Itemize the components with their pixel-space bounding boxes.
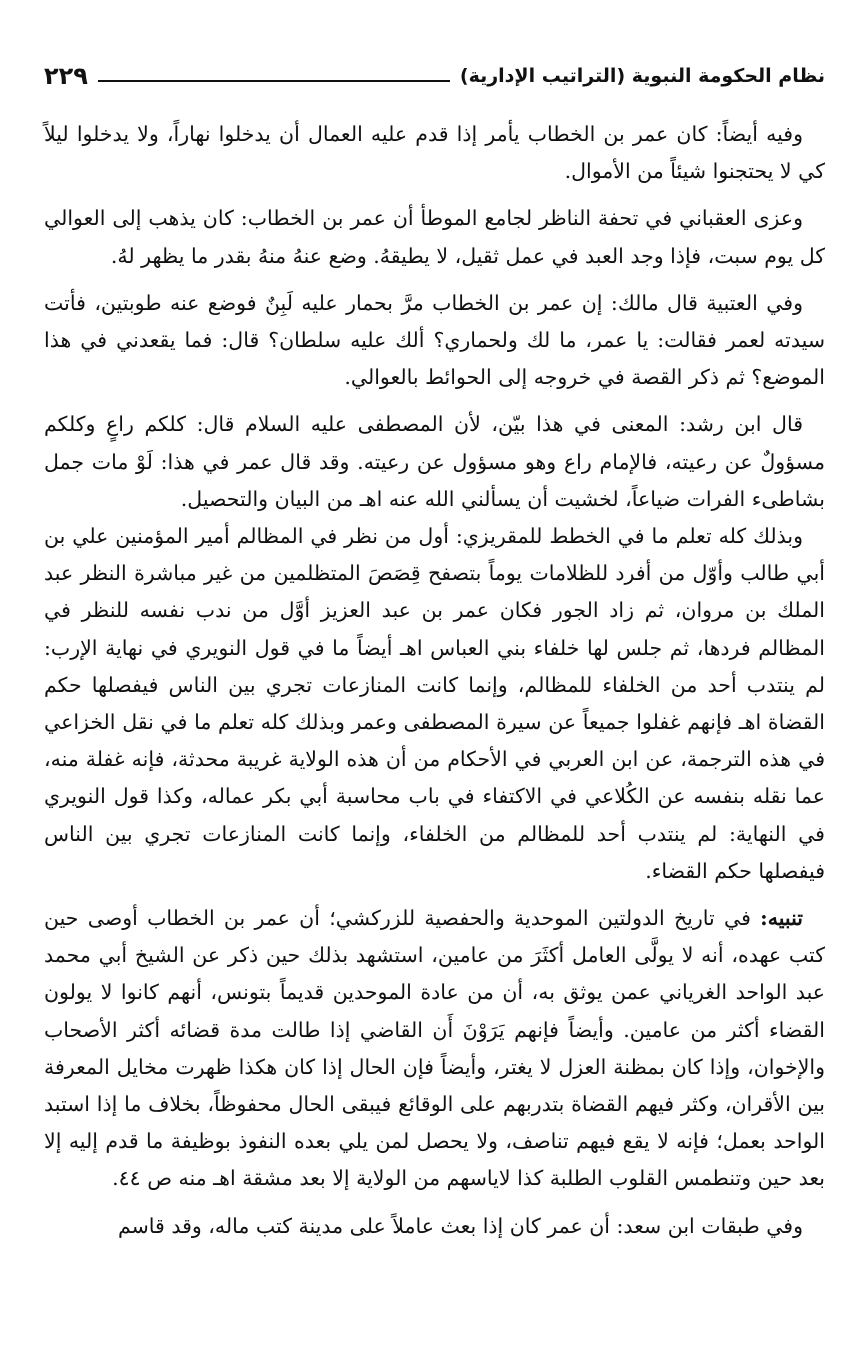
body-text bbox=[44, 116, 825, 1255]
paragraph-text: في تاريخ الدولتين الموحدية والحفصية للزركشي؛ أن عمر بن الخطاب أوصى حين كتب عهده، أنه لا يولَّى العامل أكثَرَ من عامين، استشهد بذلك حين ذكر عن الشيخ أبي محمد عبد الواحد الغرياني عمن يوثق به، أن من عادة الموحدين قديماً بتونس، أنهم كانوا لا يولون القضاء أكثر من عامين. وأيضاً فإنهم يَرَوْنَ أَن القاضي إذا طالت مدة قضائه أكثر الأصحاب والإخوان، وإذا كان بمظنة العزل لا يغتر، وأيضاً فإن الحال إذا كان هكذا ظهرت مخايل المعرفة بين الأقران، وكثر فيهم القضاة بتدربهم على الوقائع فيبقى الحال محفوظاً، بخلاف ما إذا استبد الواحد بعمل؛ فإنه لا يقع فيهم تناصف، ولا يحصل لمن يلي بعده النفوذ بوظيفة ما قدم إليه إلا بعد حين وتنطمس القلوب الطلبة كذا لاياسهم من الولاية إلا بعد مشقة اهـ منه ص ٤٤. bbox=[44, 906, 825, 1191]
paragraph-text: وفي طبقات ابن سعد: أن عمر كان إذا بعث عاملاً على مدينة كتب ماله، وقد قاسم bbox=[117, 1213, 803, 1238]
paragraph-3 bbox=[44, 285, 825, 397]
paragraph-text: قال ابن رشد: المعنى في هذا بيّن، لأن المصطفى عليه السلام قال: كلكم راعٍ وكلكم مسؤولٌ عن رعيته، فالإمام راع وهو مسؤول عن رعيته. وقد قال عمر في هذا: لَوْ مات جمل بشاطىء الفرات ضياعاً، لخشيت أن يسألني الله عنه اهـ من البيان والتحصيل. bbox=[44, 412, 825, 511]
paragraph-text: وعزى العقباني في تحفة الناظر لجامع الموطأ أن عمر بن الخطاب: كان يذهب إلى العوالي كل يوم سبت، فإذا وجد العبد في عمل ثقيل، لا يطيقهُ. وضع عنهُ منهُ بقدر ما يظهر لهُ. bbox=[44, 206, 825, 268]
paragraph-1 bbox=[44, 116, 825, 190]
paragraph-4 bbox=[44, 406, 825, 518]
running-header bbox=[44, 56, 825, 90]
paragraph-text: وفي العتبية قال مالك: إن عمر بن الخطاب مرَّ بحمار عليه لَبِنٌ فوضع عنه طوبتين، فأتت سيدته لعمر فقالت: يا عمر، ما لك ولحماري؟ ألك عليه سلطان؟ قال: فما يقعدني في هذا الموضع؟ ثم ذكر القصة في خروجه إلى الحوائط بالعوالي. bbox=[44, 290, 825, 390]
paragraph-5 bbox=[44, 518, 825, 890]
running-title: نظام الحكومة النبوية (التراتيب الإدارية) bbox=[459, 65, 825, 87]
header-rule bbox=[98, 80, 450, 82]
paragraph-6-note bbox=[44, 900, 825, 1198]
note-lead: تنبيه: bbox=[760, 906, 803, 931]
paragraph-text: وبذلك كله تعلم ما في الخطط للمقريزي: أول من نظر في المظالم أمير المؤمنين علي بن أبي طالب وأوّل من أفرد للظلامات يوماً بتصفح قِصَصَ المتظلمين من غير مباشرة النظر عبد الملك بن مروان، ثم زاد الجور فكان عمر بن عبد العزيز أوَّل من ندب نفسه للنظر في المظالم فردها، ثم جلس لها خلفاء بني العباس اهـ أيضاً ما في قول النويري في نهاية الإرب: لم ينتدب أحد من الخلفاء للمظالم، وإنما كانت المنازعات تجري بين الناس فيفصلها حكم القضاة اهـ فإنهم غفلوا جميعاً عن سيرة المصطفى وعمر وبذلك كله تعلم ما في نقل الخزاعي في هذه الترجمة، عن ابن العربي في الأحكام من أن هذه الولاية غريبة محدثة، فإنه غفلة منه، عما نقله بنفسه عن الكُلاعي في الاكتفاء في باب محاسبة أبي بكر عماله، وكذا قول النويري في النهاية: لم ينتدب أحد للمظالم من الخلفاء، وإنما كانت المنازعات تجري بين الناس فيفصلها حكم القضاء. bbox=[44, 524, 825, 883]
paragraph-2 bbox=[44, 200, 825, 274]
paragraph-text: وفيه أيضاً: كان عمر بن الخطاب يأمر إذا قدم عليه العمال أن يدخلوا نهاراً، ولا يدخلوا ليلاً كي لا يحتجنوا شيئاً من الأموال. bbox=[44, 122, 825, 184]
page-number: ٢٢٩ bbox=[44, 62, 88, 90]
paragraph-7 bbox=[44, 1208, 825, 1245]
